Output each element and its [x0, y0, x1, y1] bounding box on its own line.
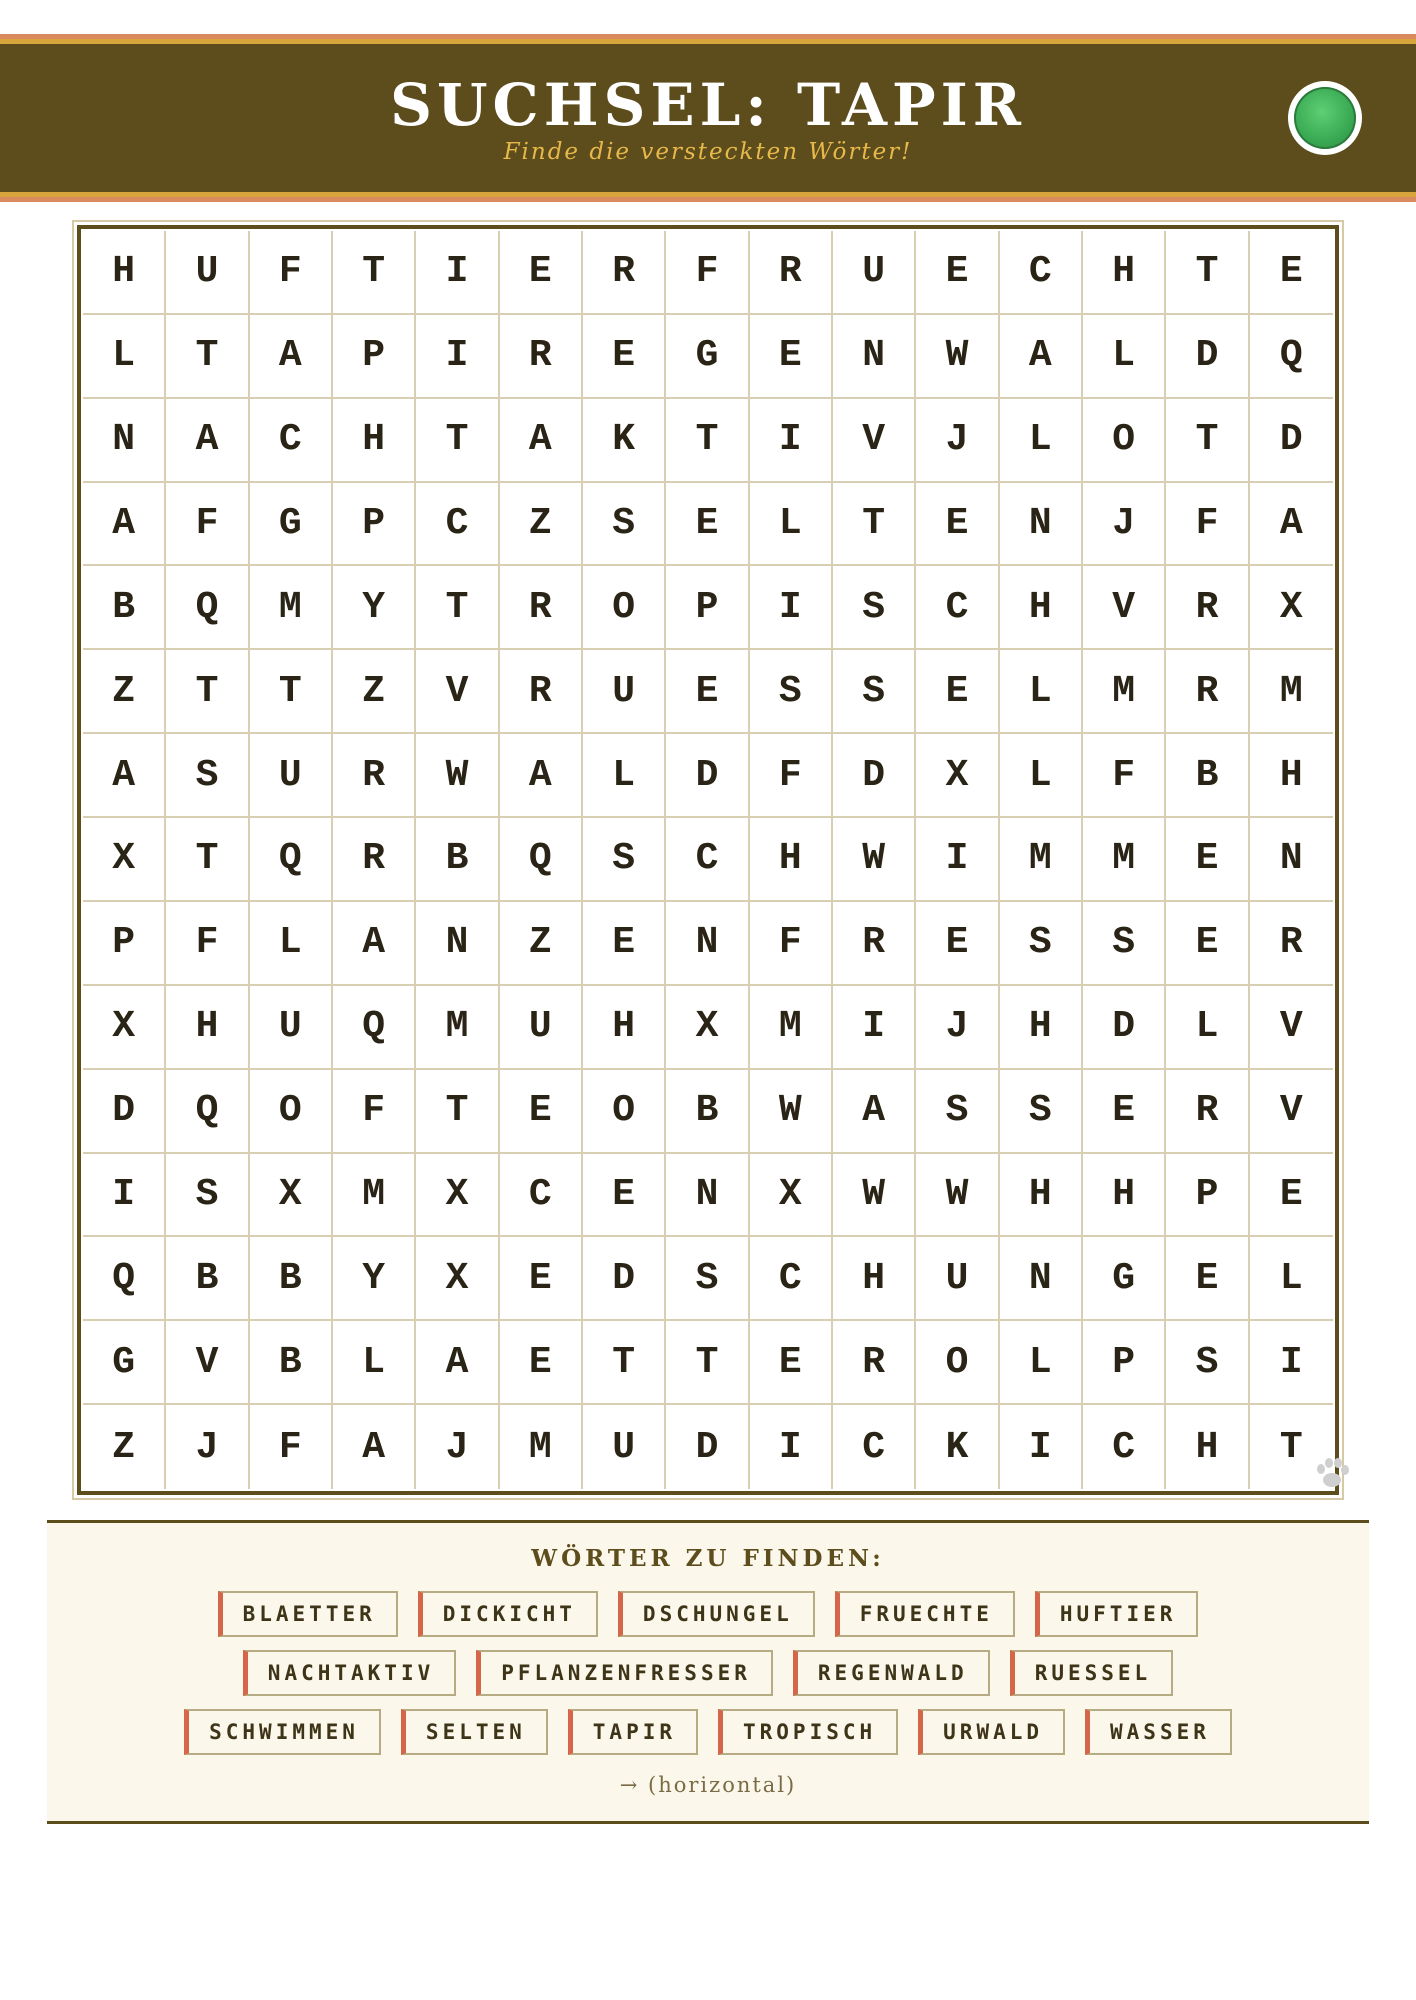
word-tag-tropisch: TROPISCH — [718, 1709, 898, 1755]
grid-cell[interactable]: T — [666, 1321, 749, 1405]
grid-cell[interactable]: X — [250, 1154, 333, 1238]
grid-cell[interactable]: M — [250, 566, 333, 650]
word-tag-schwimmen: SCHWIMMEN — [184, 1709, 381, 1755]
grid-cell[interactable]: J — [166, 1405, 249, 1489]
grid-cell[interactable]: E — [583, 1154, 666, 1238]
grid-cell[interactable]: A — [1250, 483, 1333, 567]
grid-cell[interactable]: O — [583, 566, 666, 650]
grid-cell[interactable]: N — [1000, 1237, 1083, 1321]
grid-cell[interactable]: H — [1083, 231, 1166, 315]
grid-cell[interactable]: T — [666, 399, 749, 483]
grid-cell[interactable]: W — [833, 1154, 916, 1238]
grid-cell[interactable]: T — [1166, 231, 1249, 315]
grid-cell[interactable]: W — [750, 1070, 833, 1154]
grid-cell[interactable]: H — [1083, 1154, 1166, 1238]
grid-cell[interactable]: L — [1000, 399, 1083, 483]
grid-cell[interactable]: S — [916, 1070, 999, 1154]
grid-cell[interactable]: D — [666, 734, 749, 818]
grid-cell[interactable]: C — [500, 1154, 583, 1238]
grid-cell[interactable]: A — [416, 1321, 499, 1405]
grid-cell[interactable]: I — [1250, 1321, 1333, 1405]
grid-cell[interactable]: T — [416, 566, 499, 650]
grid-cell[interactable]: N — [416, 902, 499, 986]
grid-cell[interactable]: K — [583, 399, 666, 483]
grid-cell[interactable]: Z — [500, 902, 583, 986]
grid-cell[interactable]: F — [1083, 734, 1166, 818]
grid-cell[interactable]: I — [750, 399, 833, 483]
grid-cell[interactable]: N — [833, 315, 916, 399]
grid-cell[interactable]: E — [500, 1321, 583, 1405]
grid-cell[interactable]: E — [1083, 1070, 1166, 1154]
grid-cell[interactable]: A — [833, 1070, 916, 1154]
grid-cell[interactable]: C — [750, 1237, 833, 1321]
word-tag-regenwald: REGENWALD — [793, 1650, 990, 1696]
grid-cell[interactable]: V — [1250, 1070, 1333, 1154]
grid-cell[interactable]: C — [416, 483, 499, 567]
grid-cell[interactable]: T — [1279, 1425, 1303, 1469]
grid-cell[interactable]: X — [83, 818, 166, 902]
grid-cell[interactable]: M — [500, 1405, 583, 1489]
grid-cell[interactable]: M — [1000, 818, 1083, 902]
grid-cell[interactable]: L — [333, 1321, 416, 1405]
grid-cell[interactable]: U — [250, 734, 333, 818]
grid-cell[interactable]: H — [1250, 734, 1333, 818]
grid-cell[interactable]: E — [916, 902, 999, 986]
grid-cell[interactable]: H — [333, 399, 416, 483]
grid-cell[interactable]: U — [916, 1237, 999, 1321]
grid-cell[interactable]: L — [1083, 315, 1166, 399]
grid-cell[interactable]: I — [750, 1405, 833, 1489]
grid-cell[interactable]: W — [916, 1154, 999, 1238]
grid-cell[interactable]: A — [500, 734, 583, 818]
grid-cell[interactable]: G — [250, 483, 333, 567]
grid-cell[interactable]: S — [1166, 1321, 1249, 1405]
grid-cell[interactable]: F — [666, 231, 749, 315]
grid-cell[interactable]: C — [1083, 1405, 1166, 1489]
grid-cell[interactable]: M — [1083, 818, 1166, 902]
grid-cell[interactable]: N — [1250, 818, 1333, 902]
grid-cell[interactable]: N — [666, 1154, 749, 1238]
grid-cell[interactable]: P — [83, 902, 166, 986]
grid-cell[interactable]: J — [916, 399, 999, 483]
word-tag-pflanzenfresser: PFLANZENFRESSER — [476, 1650, 773, 1696]
grid-cell[interactable]: E — [916, 650, 999, 734]
grid-cell[interactable]: N — [666, 902, 749, 986]
grid-cell[interactable]: X — [1250, 566, 1333, 650]
grid-cell[interactable]: U — [166, 231, 249, 315]
grid-cell[interactable]: H — [1000, 986, 1083, 1070]
grid-cell[interactable]: E — [1250, 231, 1333, 315]
grid-cell[interactable]: H — [1000, 566, 1083, 650]
grid-cell[interactable]: F — [750, 734, 833, 818]
grid-cell[interactable]: F — [250, 1405, 333, 1489]
grid-cell[interactable]: X — [750, 1154, 833, 1238]
grid-cell[interactable]: A — [1000, 315, 1083, 399]
grid-cell[interactable]: R — [500, 566, 583, 650]
header-accent-top — [0, 39, 1416, 44]
grid-cell[interactable]: B — [250, 1321, 333, 1405]
grid-cell[interactable]: G — [83, 1321, 166, 1405]
grid-cell[interactable]: S — [833, 566, 916, 650]
grid-cell[interactable]: F — [750, 902, 833, 986]
grid-cell[interactable]: R — [833, 902, 916, 986]
grid-cell[interactable]: F — [250, 231, 333, 315]
grid-cell[interactable]: P — [333, 483, 416, 567]
grid-cell[interactable]: T — [416, 1070, 499, 1154]
grid-cell[interactable]: P — [1083, 1321, 1166, 1405]
grid-cell[interactable]: S — [833, 650, 916, 734]
grid-cell[interactable]: V — [1250, 986, 1333, 1070]
grid-cell[interactable]: Q — [83, 1237, 166, 1321]
status-indicator — [1288, 81, 1362, 155]
grid-cell[interactable]: R — [1166, 1070, 1249, 1154]
grid-cell[interactable]: B — [250, 1237, 333, 1321]
grid-cell[interactable]: T — [166, 818, 249, 902]
grid-cell[interactable]: N — [83, 399, 166, 483]
word-row — [47, 1591, 1369, 1637]
grid-cell[interactable]: O — [916, 1321, 999, 1405]
grid-cell[interactable]: X — [416, 1154, 499, 1238]
grid-cell[interactable]: Q — [166, 1070, 249, 1154]
grid-cell[interactable]: D — [83, 1070, 166, 1154]
grid-cell[interactable]: I — [750, 566, 833, 650]
grid-cell[interactable]: Q — [500, 818, 583, 902]
grid-cell[interactable]: I — [83, 1154, 166, 1238]
header-accent-bottom — [0, 192, 1416, 197]
grid-cell[interactable]: D — [833, 734, 916, 818]
page-subtitle: Finde die versteckten Wörter! — [503, 139, 913, 165]
grid-cell[interactable]: E — [583, 902, 666, 986]
grid-cell[interactable]: X — [416, 1237, 499, 1321]
grid-cell[interactable]: P — [333, 315, 416, 399]
grid-cell[interactable]: H — [750, 818, 833, 902]
word-row — [47, 1650, 1369, 1696]
grid-cell[interactable]: R — [1250, 902, 1333, 986]
grid-cell[interactable]: R — [333, 734, 416, 818]
grid-cell[interactable]: S — [583, 818, 666, 902]
grid-cell[interactable]: U — [500, 986, 583, 1070]
grid-cell[interactable]: T — [166, 315, 249, 399]
grid-cell[interactable]: X — [83, 986, 166, 1070]
grid-cell[interactable]: W — [916, 315, 999, 399]
grid-cell[interactable]: W — [833, 818, 916, 902]
grid-cell[interactable]: E — [583, 315, 666, 399]
grid-cell[interactable]: Z — [500, 483, 583, 567]
grid-cell[interactable]: S — [166, 1154, 249, 1238]
grid-cell[interactable]: A — [250, 315, 333, 399]
grid-cell[interactable]: E — [666, 650, 749, 734]
grid-cell[interactable]: F — [333, 1070, 416, 1154]
grid-cell[interactable]: R — [750, 231, 833, 315]
paw-icon — [1310, 1450, 1354, 1494]
grid-cell[interactable]: D — [1083, 986, 1166, 1070]
word-row — [47, 1709, 1369, 1755]
grid-cell[interactable]: Q — [250, 818, 333, 902]
grid-cell[interactable]: T — [416, 399, 499, 483]
grid-cell[interactable]: A — [83, 483, 166, 567]
grid-cell[interactable]: T — [333, 231, 416, 315]
grid-cell[interactable]: I — [416, 231, 499, 315]
grid-cell[interactable]: L — [1250, 1237, 1333, 1321]
grid-cell[interactable]: C — [1000, 231, 1083, 315]
status-light-icon — [1294, 87, 1356, 149]
word-list-panel — [47, 1520, 1369, 1824]
grid-cell[interactable]: T — [583, 1321, 666, 1405]
grid-cell[interactable]: J — [416, 1405, 499, 1489]
grid-cell[interactable]: E — [500, 231, 583, 315]
grid-cell[interactable]: E — [750, 1321, 833, 1405]
grid-cell[interactable]: G — [1083, 1237, 1166, 1321]
grid-cell[interactable]: E — [1166, 818, 1249, 902]
grid-cell[interactable]: M — [750, 986, 833, 1070]
grid-cell[interactable]: L — [83, 315, 166, 399]
grid-cell[interactable]: M — [416, 986, 499, 1070]
grid-cell[interactable]: E — [500, 1070, 583, 1154]
word-tag-wasser: WASSER — [1085, 1709, 1232, 1755]
grid-cell[interactable]: C — [250, 399, 333, 483]
grid-cell[interactable]: A — [500, 399, 583, 483]
grid-cell[interactable]: Y — [333, 566, 416, 650]
grid-cell[interactable]: H — [1166, 1405, 1249, 1489]
word-tag-ruessel: RUESSEL — [1010, 1650, 1174, 1696]
grid-cell[interactable]: F — [166, 483, 249, 567]
grid-cell[interactable]: M — [1083, 650, 1166, 734]
grid-cell[interactable]: E — [500, 1237, 583, 1321]
grid-cell[interactable]: L — [583, 734, 666, 818]
grid-cell[interactable]: L — [1000, 650, 1083, 734]
grid-cell[interactable]: F — [166, 902, 249, 986]
grid-cell[interactable]: T — [166, 650, 249, 734]
grid-cell[interactable]: W — [416, 734, 499, 818]
grid-cell[interactable]: E — [916, 483, 999, 567]
grid-cell[interactable]: T — [250, 650, 333, 734]
grid-cell[interactable]: S — [1000, 1070, 1083, 1154]
grid-cell[interactable]: T — [1166, 399, 1249, 483]
word-tag-dschungel: DSCHUNGEL — [618, 1591, 815, 1637]
grid-cell[interactable]: U — [833, 231, 916, 315]
grid-cell[interactable]: C — [916, 566, 999, 650]
grid-cell[interactable]: P — [666, 566, 749, 650]
grid-cell[interactable]: X — [666, 986, 749, 1070]
grid-cell[interactable]: R — [333, 818, 416, 902]
grid-cell[interactable]: U — [583, 1405, 666, 1489]
word-tag-urwald: URWALD — [918, 1709, 1065, 1755]
word-tag-blaetter: BLAETTER — [218, 1591, 398, 1637]
grid-cell[interactable]: M — [1250, 650, 1333, 734]
word-list-title: WÖRTER ZU FINDEN: — [531, 1545, 885, 1572]
grid-cell[interactable]: O — [250, 1070, 333, 1154]
grid-cell[interactable]: E — [666, 483, 749, 567]
grid-cell[interactable]: I — [416, 315, 499, 399]
grid-cell[interactable]: E — [916, 231, 999, 315]
grid-cell[interactable]: D — [1166, 315, 1249, 399]
grid-cell[interactable]: E — [1166, 1237, 1249, 1321]
grid-cell[interactable]: H — [833, 1237, 916, 1321]
grid-cell[interactable]: R — [500, 315, 583, 399]
grid-cell[interactable]: D — [583, 1237, 666, 1321]
grid-cell[interactable]: B — [1166, 734, 1249, 818]
page-title: SUCHSEL: TAPIR — [390, 71, 1026, 139]
grid-cell[interactable]: H — [583, 986, 666, 1070]
grid-cell[interactable]: S — [583, 483, 666, 567]
word-tag-tapir: TAPIR — [568, 1709, 698, 1755]
grid-cell[interactable]: R — [1166, 566, 1249, 650]
grid-cell[interactable]: I — [833, 986, 916, 1070]
grid-cell[interactable]: A — [333, 1405, 416, 1489]
grid-cell[interactable]: Z — [83, 650, 166, 734]
word-tag-dickicht: DICKICHT — [418, 1591, 598, 1637]
grid-cell[interactable]: R — [1166, 650, 1249, 734]
grid-cell[interactable]: V — [416, 650, 499, 734]
grid-cell[interactable]: U — [250, 986, 333, 1070]
word-tag-fruechte: FRUECHTE — [835, 1591, 1015, 1637]
grid-cell[interactable]: B — [166, 1237, 249, 1321]
grid-cell[interactable]: K — [916, 1405, 999, 1489]
grid-cell[interactable]: G — [666, 315, 749, 399]
word-tag-selten: SELTEN — [401, 1709, 548, 1755]
grid-cell[interactable]: R — [833, 1321, 916, 1405]
grid-cell[interactable]: O — [583, 1070, 666, 1154]
grid-cell[interactable]: V — [166, 1321, 249, 1405]
grid-cell[interactable]: A — [166, 399, 249, 483]
grid-cell[interactable]: Z — [83, 1405, 166, 1489]
grid-cell[interactable]: N — [1000, 483, 1083, 567]
grid-cell[interactable]: Q — [333, 986, 416, 1070]
grid-cell[interactable]: F — [1166, 483, 1249, 567]
grid-cell[interactable]: L — [1000, 734, 1083, 818]
grid-cell[interactable]: I — [1000, 1405, 1083, 1489]
grid-cell[interactable]: E — [1250, 1154, 1333, 1238]
grid-cell[interactable]: T — [833, 483, 916, 567]
grid-cell[interactable]: I — [916, 818, 999, 902]
grid-cell[interactable]: X — [916, 734, 999, 818]
grid-cell[interactable]: A — [333, 902, 416, 986]
grid-cell[interactable]: S — [750, 650, 833, 734]
grid-cell[interactable]: R — [500, 650, 583, 734]
grid-cell[interactable]: S — [1000, 902, 1083, 986]
grid-cell[interactable]: Q — [166, 566, 249, 650]
grid-cell[interactable]: J — [916, 986, 999, 1070]
grid-cell[interactable]: S — [666, 1237, 749, 1321]
grid-cell[interactable]: J — [1083, 483, 1166, 567]
word-tag-huftier: HUFTIER — [1035, 1591, 1199, 1637]
grid-cell[interactable]: A — [83, 734, 166, 818]
grid-cell[interactable]: U — [583, 650, 666, 734]
grid-cell[interactable]: S — [1083, 902, 1166, 986]
grid-cell[interactable]: L — [250, 902, 333, 986]
grid-cell[interactable]: V — [833, 399, 916, 483]
grid-cell[interactable]: H — [1000, 1154, 1083, 1238]
grid-cell[interactable]: L — [1166, 986, 1249, 1070]
grid-cell[interactable]: B — [83, 566, 166, 650]
grid-cell[interactable]: Y — [333, 1237, 416, 1321]
grid-cell[interactable]: B — [666, 1070, 749, 1154]
grid-cell[interactable]: M — [333, 1154, 416, 1238]
grid-cell[interactable]: C — [833, 1405, 916, 1489]
grid-cell[interactable]: V — [1083, 566, 1166, 650]
grid-cell[interactable]: L — [750, 483, 833, 567]
grid-cell[interactable]: O — [1083, 399, 1166, 483]
grid-cell[interactable]: E — [750, 315, 833, 399]
grid-cell[interactable]: H — [166, 986, 249, 1070]
header-banner — [0, 34, 1416, 202]
grid-cell[interactable]: B — [416, 818, 499, 902]
grid-cell[interactable]: D — [666, 1405, 749, 1489]
word-tag-nachtaktiv: NACHTAKTIV — [243, 1650, 456, 1696]
grid-cell[interactable]: D — [1250, 399, 1333, 483]
grid-cell[interactable]: Q — [1250, 315, 1333, 399]
grid-cell[interactable]: R — [583, 231, 666, 315]
grid-cell[interactable]: C — [666, 818, 749, 902]
letter-grid[interactable] — [83, 231, 1333, 1489]
direction-note: → (horizontal) — [619, 1773, 797, 1797]
grid-cell[interactable]: E — [1166, 902, 1249, 986]
grid-cell[interactable]: S — [166, 734, 249, 818]
grid-cell[interactable]: P — [1166, 1154, 1249, 1238]
grid-cell[interactable]: Z — [333, 650, 416, 734]
grid-cell[interactable]: L — [1000, 1321, 1083, 1405]
grid-cell[interactable]: H — [83, 231, 166, 315]
